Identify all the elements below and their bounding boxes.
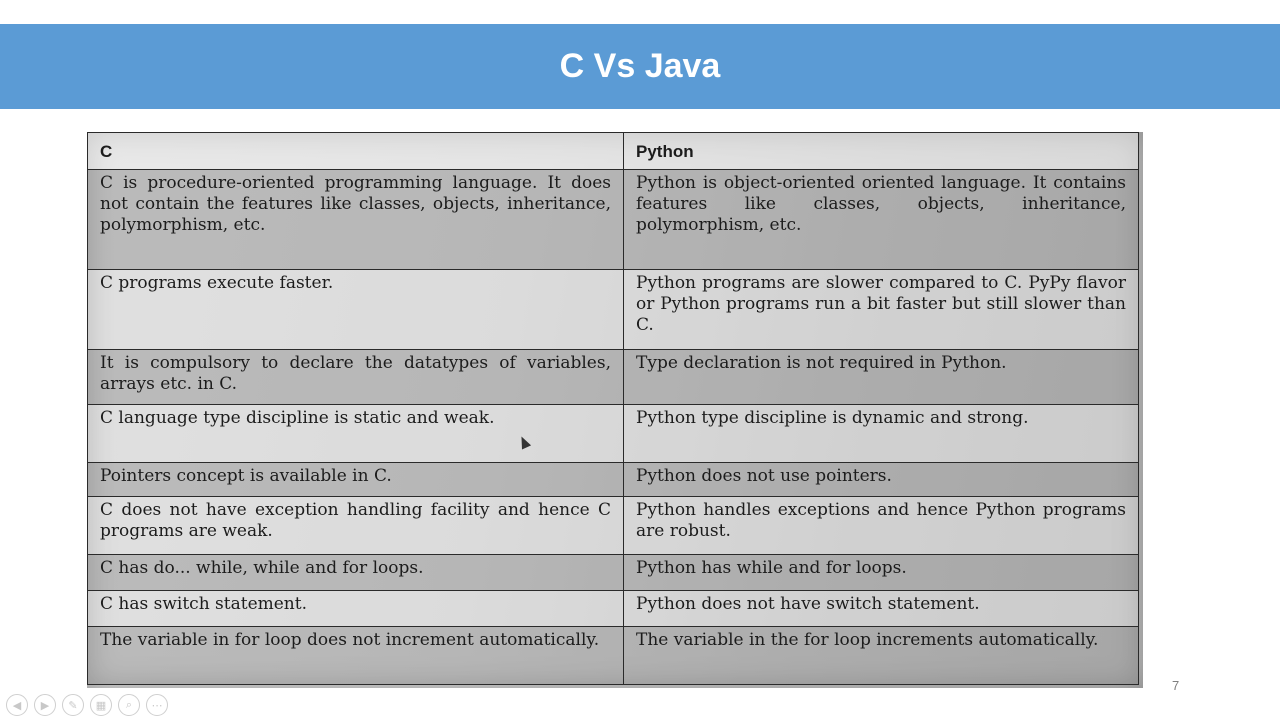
zoom-icon[interactable]: ⌕ — [118, 694, 140, 716]
slide-title-bar — [0, 24, 1280, 109]
grid-icon[interactable]: ▦ — [90, 694, 112, 716]
table-row — [88, 270, 1139, 350]
header-python: Python — [624, 133, 1139, 170]
more-options-icon[interactable]: ⋯ — [146, 694, 168, 716]
cell-python: Python has while and for loops. — [624, 555, 1139, 591]
page-number: 7 — [1172, 678, 1180, 693]
cell-c: C has do... while, while and for loops. — [88, 555, 624, 591]
cell-python: The variable in the for loop increments automatically. — [624, 627, 1139, 685]
cell-c: C does not have exception handling facility and hence C programs are weak. — [88, 497, 624, 555]
cell-python: Python programs are slower compared to C. PyPy flavor or Python programs run a bit faster but still slower than C. — [624, 270, 1139, 350]
table-row — [88, 627, 1139, 685]
next-slide-icon[interactable]: ▶ — [34, 694, 56, 716]
table-row — [88, 350, 1139, 405]
cell-c: C is procedure-oriented programming language. It does not contain the features like classes, objects, inheritance, polymorphism, etc. — [88, 170, 624, 270]
pen-icon[interactable]: ✎ — [62, 694, 84, 716]
cell-c: C programs execute faster. — [88, 270, 624, 350]
slide-title: C Vs Java — [559, 47, 721, 85]
table-row — [88, 497, 1139, 555]
slideshow-controls — [6, 694, 168, 716]
cell-c: It is compulsory to declare the datatypes of variables, arrays etc. in C. — [88, 350, 624, 405]
cell-c: The variable in for loop does not increment automatically. — [88, 627, 624, 685]
table-row — [88, 170, 1139, 270]
cell-c: C language type discipline is static and weak. — [88, 405, 624, 463]
cell-python: Type declaration is not required in Python. — [624, 350, 1139, 405]
table-row — [88, 405, 1139, 463]
cell-python: Python type discipline is dynamic and strong. — [624, 405, 1139, 463]
table-row — [88, 591, 1139, 627]
table-header-row — [88, 133, 1139, 170]
table-row — [88, 555, 1139, 591]
cell-python: Python is object-oriented oriented language. It contains features like classes, objects, inheritance, polymorphism, etc. — [624, 170, 1139, 270]
cell-c: Pointers concept is available in C. — [88, 463, 624, 497]
previous-slide-icon[interactable]: ◀ — [6, 694, 28, 716]
cell-python: Python does not use pointers. — [624, 463, 1139, 497]
table-row — [88, 463, 1139, 497]
cell-c: C has switch statement. — [88, 591, 624, 627]
cell-python: Python handles exceptions and hence Python programs are robust. — [624, 497, 1139, 555]
comparison-table-photo — [87, 132, 1143, 688]
header-c: C — [88, 133, 624, 170]
comparison-table — [87, 132, 1139, 685]
cell-python: Python does not have switch statement. — [624, 591, 1139, 627]
